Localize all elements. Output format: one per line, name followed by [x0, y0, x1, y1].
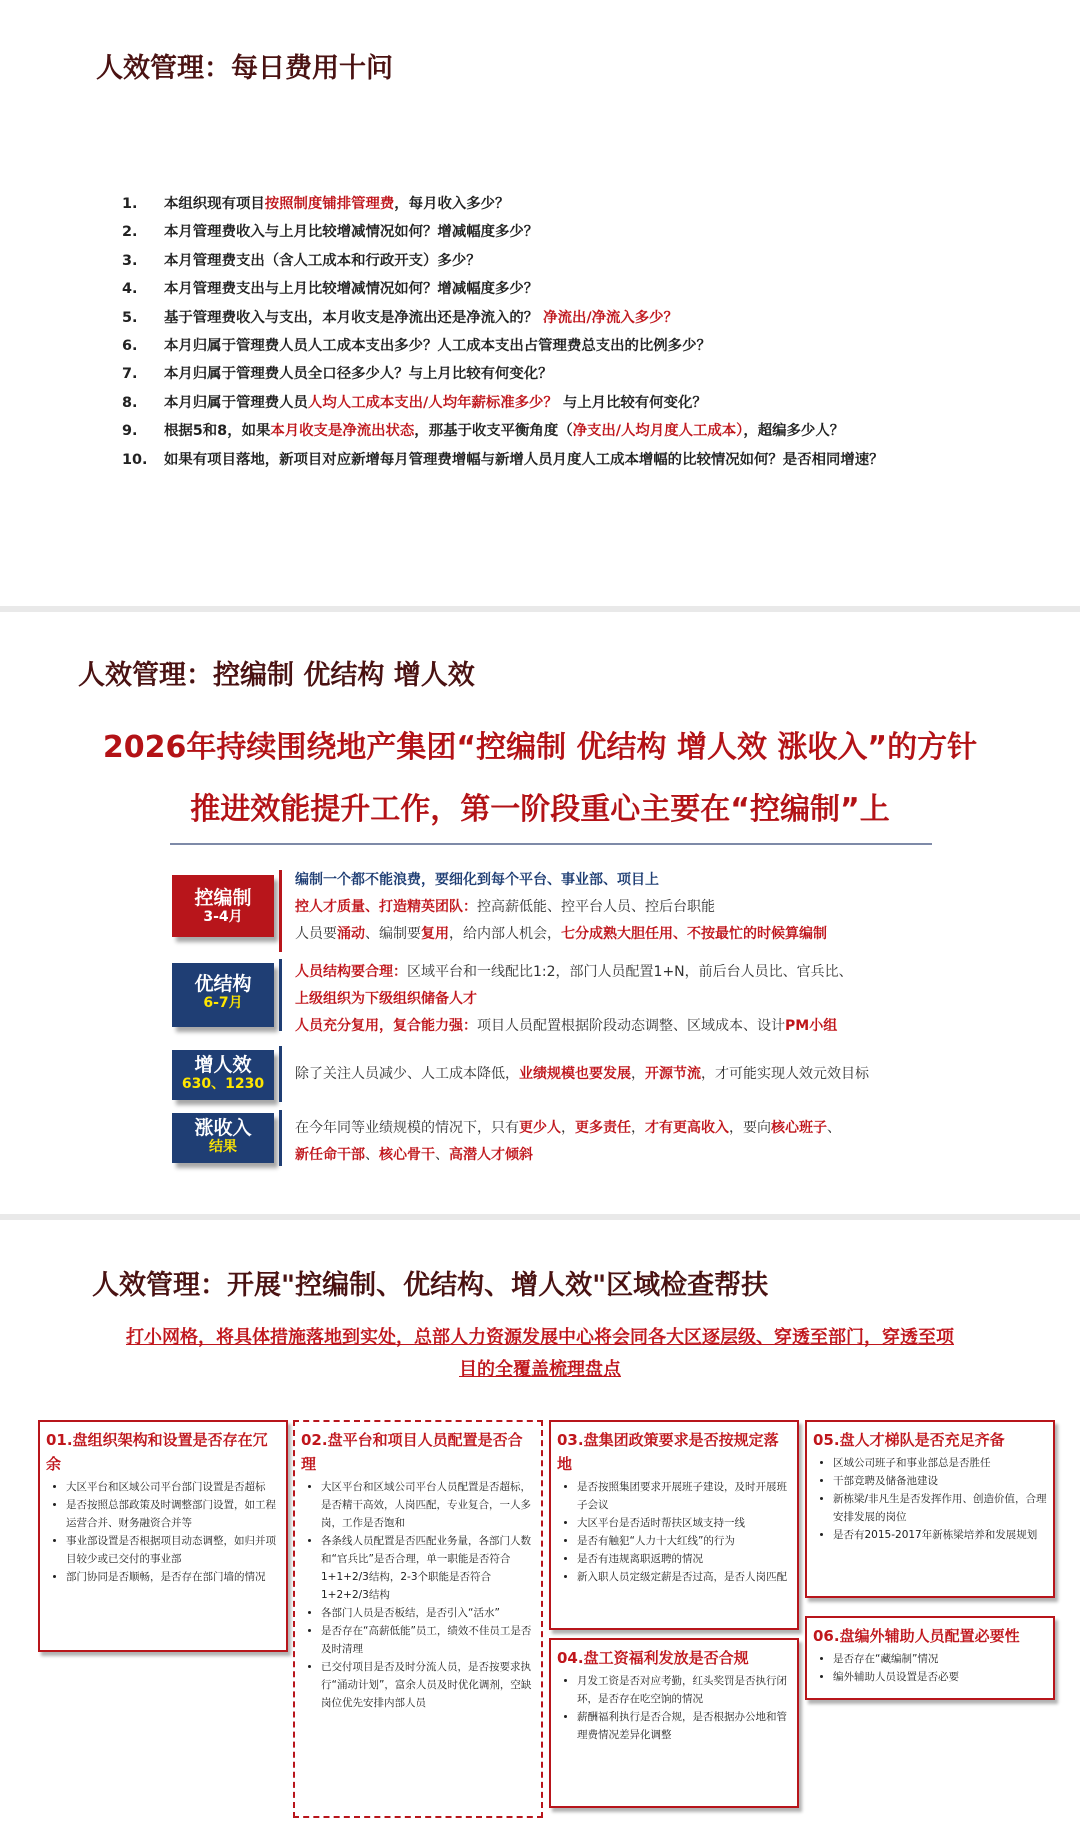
- check-card-staffing: [293, 1420, 543, 1818]
- badge-sub: 6-7月: [203, 995, 243, 1011]
- card-bullet-list: [557, 1478, 791, 1586]
- text-segment: 本月归属于管理费人员人工成本支出多少？人工成本支出占管理费总支出的比例多少？: [164, 337, 711, 354]
- question-text: [164, 446, 884, 474]
- card-bullet: • 月发工资是否对应考勤，红头奖罚是否执行闭环，是否存在吃空饷的情况: [577, 1672, 791, 1708]
- question-list: [122, 190, 1022, 474]
- card-bullet: • 是否存在“高薪低能”员工，绩效不佳员工是否及时清理: [321, 1622, 535, 1658]
- subtitle-line-1: [0, 1322, 1080, 1354]
- card-heading: 05.盘人才梯队是否充足齐备: [813, 1431, 1005, 1449]
- card-bullet: • 干部竞聘及储备池建设: [833, 1472, 1047, 1490]
- text-segment: 更少人: [519, 1120, 561, 1136]
- text-segment: ，: [631, 1120, 645, 1136]
- card-heading: 03.盘集团政策要求是否按规定落地: [557, 1431, 779, 1473]
- text-segment: 、: [435, 1147, 449, 1163]
- card-bullet: • 是否按照总部政策及时调整部门设置，如工程运营合并、财务融资合并等: [66, 1496, 280, 1532]
- text-segment: ，那基于收支平衡角度（: [414, 423, 573, 440]
- accent-bar: [279, 1110, 282, 1166]
- question-number: 9.: [122, 423, 138, 440]
- card-bullet: • 是否有2015-2017年新栋梁培养和发展规划: [833, 1526, 1047, 1544]
- text-segment: 净流出/净流入多少？: [543, 309, 678, 326]
- card-bullet: • 大区平台和区域公司平台部门设置是否超标: [66, 1478, 280, 1496]
- card-bullet: • 已交付项目是否及时分流人员，是否按要求执行“涌动计划”，富余人员及时优化调剂，空缺岗位优先安排内部人员: [321, 1658, 535, 1712]
- text-segment: ，要向: [729, 1120, 771, 1136]
- question-number: 5.: [122, 309, 138, 326]
- card-bullet: • 各部门人员是否板结，是否引入“活水”: [321, 1604, 535, 1622]
- text-segment: ，: [631, 1066, 645, 1082]
- subtitle-line-2: [0, 1354, 1080, 1386]
- text-segment: 开源节流: [645, 1066, 701, 1082]
- question-number: 6.: [122, 337, 138, 354]
- slide-title: 人效管理：开展"控编制、优结构、增人效"区域检查帮扶: [92, 1270, 769, 1301]
- question-item: [122, 247, 1022, 275]
- accent-bar: [279, 870, 282, 952]
- card-bullet: • 是否有触犯“人力十大红线”的行为: [577, 1532, 791, 1550]
- question-number: 7.: [122, 366, 138, 383]
- text-segment: ，每月收入多少？: [394, 196, 510, 212]
- text-segment: 项目人员配置根据阶段动态调整、区域成本、设计: [477, 1018, 785, 1034]
- text-segment: 本月归属于管理费人员: [164, 394, 308, 411]
- card-heading: 04.盘工资福利发放是否合规: [557, 1649, 749, 1667]
- question-number: 10.: [122, 451, 148, 468]
- text-segment: 才有更高收入: [645, 1120, 729, 1136]
- text-segment: 与上月比较有何变化？: [557, 394, 707, 411]
- text-segment: 根据5和8，如果: [164, 423, 271, 440]
- text-segment: 在今年同等业绩规模的情况下，只有: [295, 1120, 519, 1136]
- text-segment: 高潜人才倾斜: [449, 1147, 533, 1163]
- text-segment: 区域平台和一线配比1:2，部门人员配置1+N，前后台人员比、官兵比、: [407, 964, 853, 980]
- slide-regional-inspection: [0, 1220, 1080, 1827]
- check-card-payroll: [549, 1638, 799, 1808]
- text-segment: 更多责任: [575, 1120, 631, 1136]
- question-item: [122, 275, 1022, 303]
- question-text: [164, 218, 538, 246]
- question-text: [164, 389, 707, 417]
- card-bullet: • 薪酬福利执行是否合规，是否根据办公地和管理费情况差异化调整: [577, 1708, 791, 1744]
- text-segment: 人员要: [295, 926, 337, 942]
- badge-sub: 结果: [209, 1139, 237, 1155]
- point-line: [295, 1145, 533, 1165]
- text-segment: ，才可能实现人效元效目标: [701, 1066, 869, 1082]
- question-text: [164, 190, 509, 218]
- text-segment: 除了关注人员减少、人工成本降低，: [295, 1066, 519, 1082]
- text-segment: 复用: [421, 926, 449, 942]
- card-heading: 02.盘平台和项目人员配置是否合理: [301, 1431, 523, 1473]
- badge-title: 优结构: [194, 973, 252, 995]
- badge-title: 涨收入: [194, 1117, 252, 1139]
- check-card-auxiliary-staff: [805, 1616, 1055, 1700]
- slide-daily-cost-questions: [0, 0, 1080, 606]
- question-item: [122, 332, 1022, 360]
- text-segment: 控高薪低能、控平台人员、控后台职能: [477, 899, 715, 915]
- point-line: [295, 1064, 869, 1084]
- badge-optimize-structure: [172, 963, 274, 1027]
- text-segment: 、: [827, 1120, 841, 1136]
- question-item: [122, 446, 1022, 474]
- slide-title: 人效管理：每日费用十问: [96, 53, 393, 84]
- text-segment: 本月归属于管理费人员全口径多少人？与上月比较有何变化？: [164, 366, 553, 383]
- card-bullet: • 是否有违规离职返聘的情况: [577, 1550, 791, 1568]
- subtitle-text: 打小网格，将具体措施落地到实处，总部人力资源发展中心将会同各大区逐层级、穿透至部门，穿透至项: [126, 1327, 954, 1348]
- question-item: [122, 218, 1022, 246]
- question-item: [122, 417, 1022, 445]
- card-bullet: • 部门协同是否顺畅，是否存在部门墙的情况: [66, 1568, 280, 1586]
- badge-sub: 3-4月: [203, 909, 243, 925]
- card-bullet: • 是否存在“藏编制”情况: [833, 1650, 1047, 1668]
- card-bullet-list: [557, 1672, 791, 1744]
- question-text: [164, 247, 481, 275]
- badge-sub: 630、1230: [181, 1076, 265, 1092]
- card-bullet-list: [46, 1478, 280, 1586]
- card-bullet: • 事业部设置是否根据项目动态调整，如归并项目较少或已交付的事业部: [66, 1532, 280, 1568]
- accent-bar: [279, 1046, 282, 1102]
- card-bullet: • 大区平台是否适时帮扶区域支持一线: [577, 1514, 791, 1532]
- headline-line-2: 推进效能提升工作，第一阶段重心主要在“控编制”上: [190, 792, 890, 827]
- card-bullet: • 新入职人员定级定薪是否过高，是否人岗匹配: [577, 1568, 791, 1586]
- card-bullet: • 各条线人员配置是否匹配业务量，各部门人数和“官兵比”是否合理，单一职能是否符合1+1+2/3结构，2-3个职能是否符合1+2+2/3结构: [321, 1532, 535, 1604]
- text-segment: 涌动: [337, 926, 365, 942]
- text-segment: 本月管理费收入与上月比较增减情况如何？增减幅度多少？: [164, 224, 539, 241]
- text-segment: 本组织现有项目: [164, 196, 265, 212]
- text-segment: 人员充分复用，复合能力强：: [295, 1018, 477, 1034]
- card-bullet: • 大区平台和区域公司平台人员配置是否超标，是否精干高效，人岗匹配，专业复合，一人多岗，工作是否饱和: [321, 1478, 535, 1532]
- question-text: [164, 275, 538, 303]
- card-heading: 06.盘编外辅助人员配置必要性: [813, 1627, 1020, 1645]
- text-segment: 七分成熟大胆任用、不按最忙的时候算编制: [561, 926, 827, 942]
- divider: [170, 843, 932, 845]
- text-segment: 控人才质量、打造精英团队：: [295, 899, 477, 915]
- question-number: 1.: [122, 196, 138, 212]
- point-line: [295, 897, 715, 917]
- text-segment: 核心骨干: [379, 1147, 435, 1163]
- text-segment: ，给内部人机会，: [449, 926, 561, 942]
- question-number: 3.: [122, 252, 138, 269]
- point-line: [295, 962, 853, 982]
- question-number: 4.: [122, 281, 138, 298]
- question-number: 2.: [122, 224, 138, 241]
- text-segment: 上级组织为下级组织储备人才: [295, 991, 477, 1007]
- check-card-policy: [549, 1420, 799, 1630]
- text-segment: 业绩规模也要发展: [519, 1066, 631, 1082]
- slide-title: 人效管理：控编制 优结构 增人效: [78, 660, 475, 691]
- text-segment: ，超编多少人？: [743, 423, 845, 440]
- text-segment: 按照制度铺排管理费: [264, 196, 395, 212]
- question-item: [122, 389, 1022, 417]
- text-segment: 人员结构要合理：: [295, 964, 407, 980]
- text-segment: 新任命干部: [295, 1147, 365, 1163]
- question-text: [164, 332, 711, 360]
- text-segment: 、编制要: [365, 926, 421, 942]
- text-segment: 基于管理费收入与支出，本月收支是净流出还是净流入的？: [164, 309, 544, 326]
- card-bullet: • 区域公司班子和事业部总是否胜任: [833, 1454, 1047, 1472]
- question-item: [122, 190, 1022, 218]
- question-text: [164, 417, 844, 445]
- slide-control-staffing: [0, 612, 1080, 1214]
- text-segment: 本月收支是净流出状态: [270, 423, 415, 440]
- card-bullet: • 编外辅助人员设置是否必要: [833, 1668, 1047, 1686]
- question-number: 8.: [122, 394, 138, 411]
- badge-title: 控编制: [194, 887, 252, 909]
- question-text: [164, 304, 678, 332]
- headline-line-1: 2026年持续围绕地产集团“控编制 优结构 增人效 涨收入”的方针: [102, 730, 978, 765]
- point-line: [295, 870, 659, 890]
- text-segment: 、: [365, 1147, 379, 1163]
- subtitle-text: 目的全覆盖梳理盘点: [459, 1359, 621, 1380]
- card-bullet: • 是否按照集团要求开展班子建设，及时开展班子会议: [577, 1478, 791, 1514]
- card-bullet-list: [813, 1454, 1047, 1544]
- text-segment: 编制一个都不能浪费，要细化到每个平台、事业部、项目上: [295, 872, 659, 888]
- point-line: [295, 989, 477, 1009]
- question-item: [122, 360, 1022, 388]
- point-line: [295, 924, 827, 944]
- check-card-talent-pipeline: [805, 1420, 1055, 1598]
- text-segment: 核心班子: [771, 1120, 827, 1136]
- card-bullet-list: [301, 1478, 535, 1712]
- check-card-org-structure: [38, 1420, 288, 1652]
- text-segment: 本月管理费支出与上月比较增减情况如何？增减幅度多少？: [164, 281, 539, 298]
- text-segment: 如果有项目落地，新项目对应新增每月管理费增幅与新增人员月度人工成本增幅的比较情况如何？是否相同增速？: [164, 451, 884, 468]
- card-heading: 01.盘组织架构和设置是否存在冗余: [46, 1431, 268, 1473]
- badge-raise-income: [172, 1113, 274, 1163]
- text-segment: 本月管理费支出（含人工成本和行政开支）多少？: [164, 252, 481, 269]
- badge-title: 增人效: [194, 1054, 252, 1076]
- card-bullet: • 新栋梁/非凡生是否发挥作用、创造价值，合理安排发展的岗位: [833, 1490, 1047, 1526]
- text-segment: PM小组: [785, 1018, 838, 1034]
- text-segment: 人均人工成本支出/人均年薪标准多少？: [307, 394, 558, 411]
- accent-bar: [279, 959, 282, 1031]
- point-line: [295, 1118, 841, 1138]
- badge-control-staffing: [172, 875, 274, 937]
- question-item: [122, 304, 1022, 332]
- question-text: [164, 360, 553, 388]
- point-line: [295, 1016, 837, 1036]
- text-segment: 净支出/人均月度人工成本）: [572, 423, 744, 440]
- text-segment: ，: [561, 1120, 575, 1136]
- card-bullet-list: [813, 1650, 1047, 1686]
- badge-improve-efficiency: [172, 1050, 274, 1100]
